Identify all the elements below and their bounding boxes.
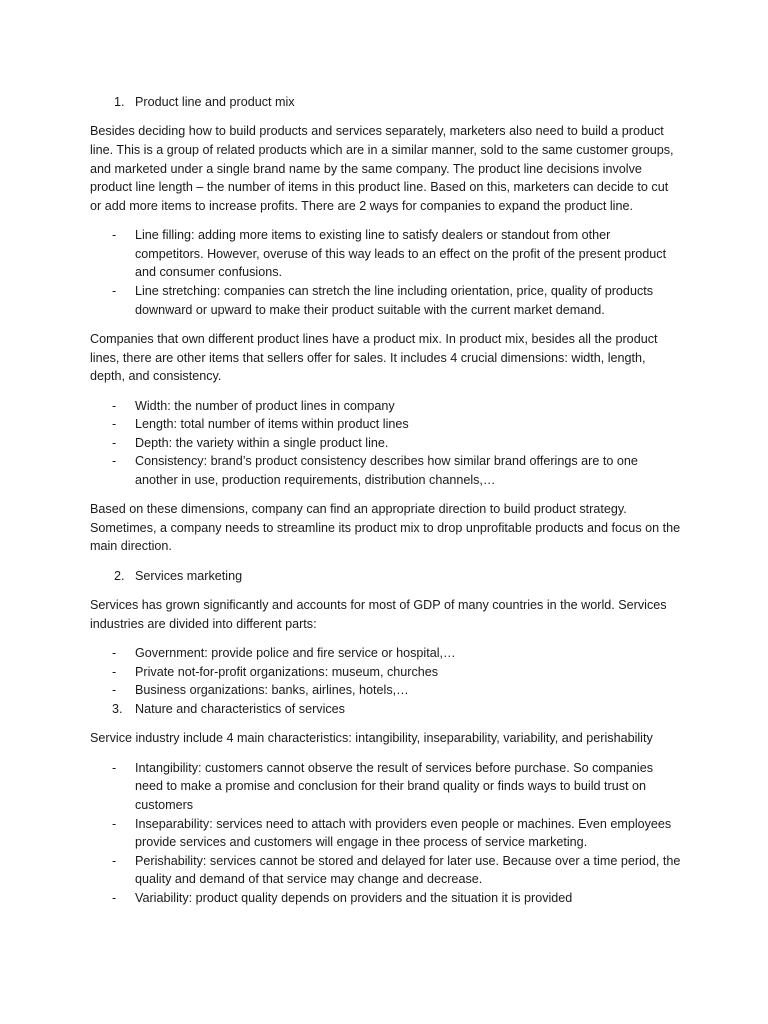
list-item (90, 282, 682, 319)
list-item (90, 415, 682, 434)
bullet-dash: - (112, 228, 117, 243)
section-title: Services marketing (135, 568, 243, 583)
bullet-dash: - (112, 760, 117, 775)
list-item (90, 852, 682, 889)
bullet-dash: - (112, 283, 117, 298)
list-item-text: Perishability: services cannot be stored and delayed for later use. Because over a time period, the quality and demand of that service may change and decrease. (135, 853, 681, 887)
list-product-line-expansion (90, 226, 682, 319)
paragraph-services-growth: Services has grown significantly and accounts for most of GDP of many countries in the world. Services industries are divided into different parts: (90, 598, 667, 631)
section-heading-product-line (90, 93, 682, 112)
list-item-text: Line stretching: companies can stretch the line including orientation, price, quality of products downward or upward to make their product suitable with the current market demand. (135, 283, 654, 317)
list-item-text: Intangibility: customers cannot observe the result of services before purchase. So companies need to make a promise and conclusion for their brand quality or finds ways to build trust on customers (135, 760, 654, 812)
list-item (90, 644, 682, 663)
bullet-dash: - (112, 890, 117, 905)
section-heading-service-characteristics (90, 700, 682, 719)
section-number: 2. (114, 568, 125, 583)
bullet-dash: - (112, 664, 117, 679)
list-product-mix-dimensions (90, 397, 682, 490)
bullet-dash: - (112, 435, 117, 450)
paragraph-product-line-intro: Besides deciding how to build products and services separately, marketers also need to build a product line. This is a group of related products which are in a similar manner, sold to the same customer groups, and marketed under a single brand name by the same company. The product line decisions involve product line length – the number of items in this product line. Based on this, marketers can decide to cut or add more items to increase profits. There are 2 ways for companies to expand the product line. (90, 124, 674, 213)
section-number: 1. (114, 95, 125, 109)
list-item (90, 759, 682, 815)
section-number: 3. (112, 702, 123, 716)
list-item-text: Private not-for-profit organizations: museum, churches (135, 664, 439, 679)
paragraph-product-mix: Companies that own different product lines have a product mix. In product mix, besides all the product lines, there are other items that sellers offer for sales. It includes 4 crucial dimensions: width, length, depth, and consistency. (90, 331, 658, 384)
paragraph-product-strategy: Based on these dimensions, company can find an appropriate direction to build product strategy. Sometimes, a company needs to streamline its product mix to drop unprofitable products and focus on the main direction. (90, 502, 681, 554)
list-item (90, 663, 682, 682)
list-item-text: Length: total number of items within product lines (135, 417, 409, 432)
bullet-dash: - (112, 816, 117, 831)
list-item (90, 452, 682, 489)
list-item-text: Consistency: brand’s product consistency describes how similar brand offerings are to one another in use, production requirements, distribution channels,… (135, 454, 638, 487)
bullet-dash: - (112, 683, 117, 698)
list-item (90, 681, 682, 700)
list-item (90, 815, 682, 852)
list-item-text: Variability: product quality depends on providers and the situation it is provided (135, 890, 573, 905)
list-item-text: Government: provide police and fire service or hospital,… (135, 646, 456, 661)
document-body (90, 93, 682, 918)
bullet-dash: - (112, 417, 117, 432)
section-title: Product line and product mix (135, 95, 295, 109)
section-heading-services-marketing (90, 567, 682, 586)
list-item-text: Business organizations: banks, airlines, hotels,… (135, 683, 409, 698)
list-service-characteristics (90, 759, 682, 908)
list-item (90, 397, 682, 416)
list-item-text: Width: the number of product lines in company (135, 398, 395, 413)
paragraph-service-characteristics: Service industry include 4 main characteristics: intangibility, inseparability, variability, and perishability (90, 731, 653, 746)
list-item-text: Inseparability: services need to attach with providers even people or machines. Even employees provide services and customers will engage in thee process of service marketing. (135, 816, 672, 850)
bullet-dash: - (112, 853, 117, 868)
list-service-industries (90, 644, 682, 700)
list-item (90, 889, 682, 908)
list-item-text: Depth: the variety within a single product line. (135, 435, 389, 450)
list-item (90, 226, 682, 282)
list-item (90, 434, 682, 453)
bullet-dash: - (112, 646, 117, 661)
bullet-dash: - (112, 454, 117, 469)
bullet-dash: - (112, 398, 117, 413)
section-title: Nature and characteristics of services (135, 702, 345, 716)
list-item-text: Line filling: adding more items to existing line to satisfy dealers or standout from other competitors. However, overuse of this way leads to an effect on the profit of the present product and consumer confusions. (135, 228, 667, 280)
